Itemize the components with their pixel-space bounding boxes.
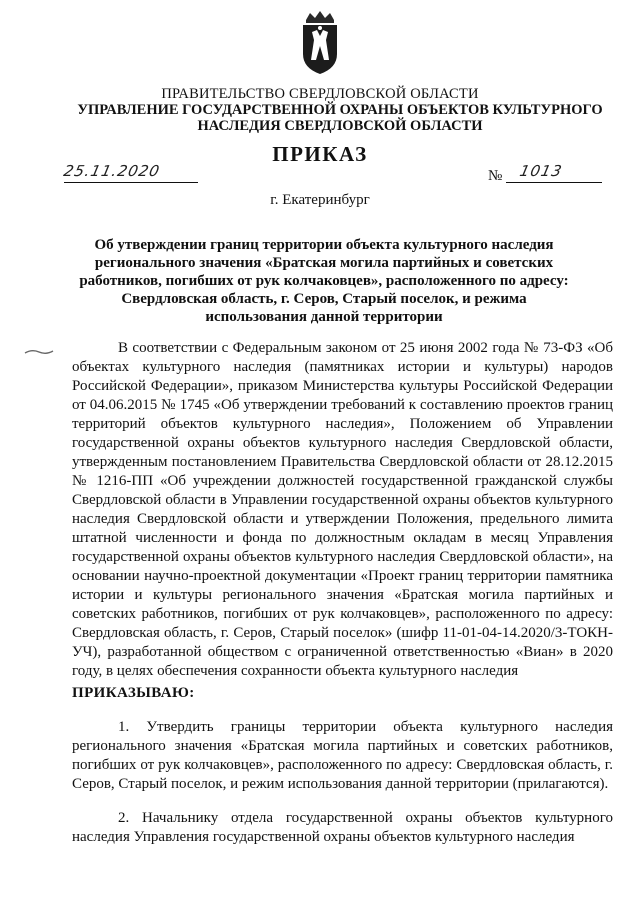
document-date-field [64, 162, 198, 184]
number-label: № [488, 168, 503, 184]
date-underline [64, 182, 198, 183]
order-item-1: 1. Утвердить границы территории объекта культурного наследия регионального значения «Братская могила партийных и советских работников, погибших от рук колчаковцев», расположенного по адресу: Свердловская область, г. Серов, Старый поселок, и режим использования данной территории (прилагаются). [72, 719, 613, 792]
document-subject: Об утверждении границ территории объекта культурного наследия регионального значения «Братская могила партийных и советских работников, погибших от рук колчаковцев», расположенного по адресу: Свердловская область, г. Серов, Старый поселок, и режима использования данной территории [79, 237, 569, 325]
document-date: 25.11.2020 [62, 162, 162, 180]
order-item-2: 2. Начальнику отдела государственной охраны объектов культурного наследия Управления государственной охраны объектов культурного наследия [72, 810, 613, 845]
department-name: УПРАВЛЕНИЕ ГОСУДАРСТВЕННОЙ ОХРАНЫ ОБЪЕКТОВ КУЛЬТУРНОГО НАСЛЕДИЯ СВЕРДЛОВСКОЙ ОБЛАСТИ [77, 102, 603, 134]
document-number-field [506, 162, 602, 184]
document-city: г. Екатеринбург [270, 192, 370, 208]
coat-of-arms-icon [297, 10, 343, 76]
number-underline [506, 182, 602, 183]
document-number: 1013 [518, 162, 565, 180]
order-heading: ПРИКАЗЫВАЮ: [72, 685, 195, 701]
government-name: ПРАВИТЕЛЬСТВО СВЕРДЛОВСКОЙ ОБЛАСТИ [161, 86, 479, 102]
intro-paragraph: В соответствии с Федеральным законом от 25 июня 2002 года № 73-ФЗ «Об объектах культурного наследия (памятниках истории и культуры) народов Российской Федерации», приказом Министерства культуры Российской Федерации от 04.06.2015 № 1745 «Об утверждении требований к составлению проектов границ территорий объектов культурного наследия», Положением об Управлении государственной охраны объектов культурного наследия Свердловской области, утвержденным постановлением Правительства Свердловской области от 28.12.2015 № 1216-ПП «Об учреждении должностей государственной гражданской службы Свердловской области в Управлении государственной охраны объектов культурного наследия Свердловской области и утверждении Положения, предельного лимита штатной численности и фонда по должностным окладам в месяц Управления государственной охраны объектов культурного наследия Свердловской области», на основании научно-проектной документации «Проект границ территории памятника истории и культуры регионального значения «Братская могила партийных и советских работников, погибших от рук колчаковцев», расположенного по адресу: Свердловская область, г. Серов, Старый поселок» (шифр 11-01-04-14.2020/3-ТОКН-УЧ), разработанной обществом с ограниченной ответственностью «Виан» в 2020 году, в целях обеспечения сохранности объекта культурного наследия [72, 340, 613, 679]
margin-mark-icon [24, 348, 54, 356]
document-title: ПРИКАЗ [272, 142, 368, 166]
